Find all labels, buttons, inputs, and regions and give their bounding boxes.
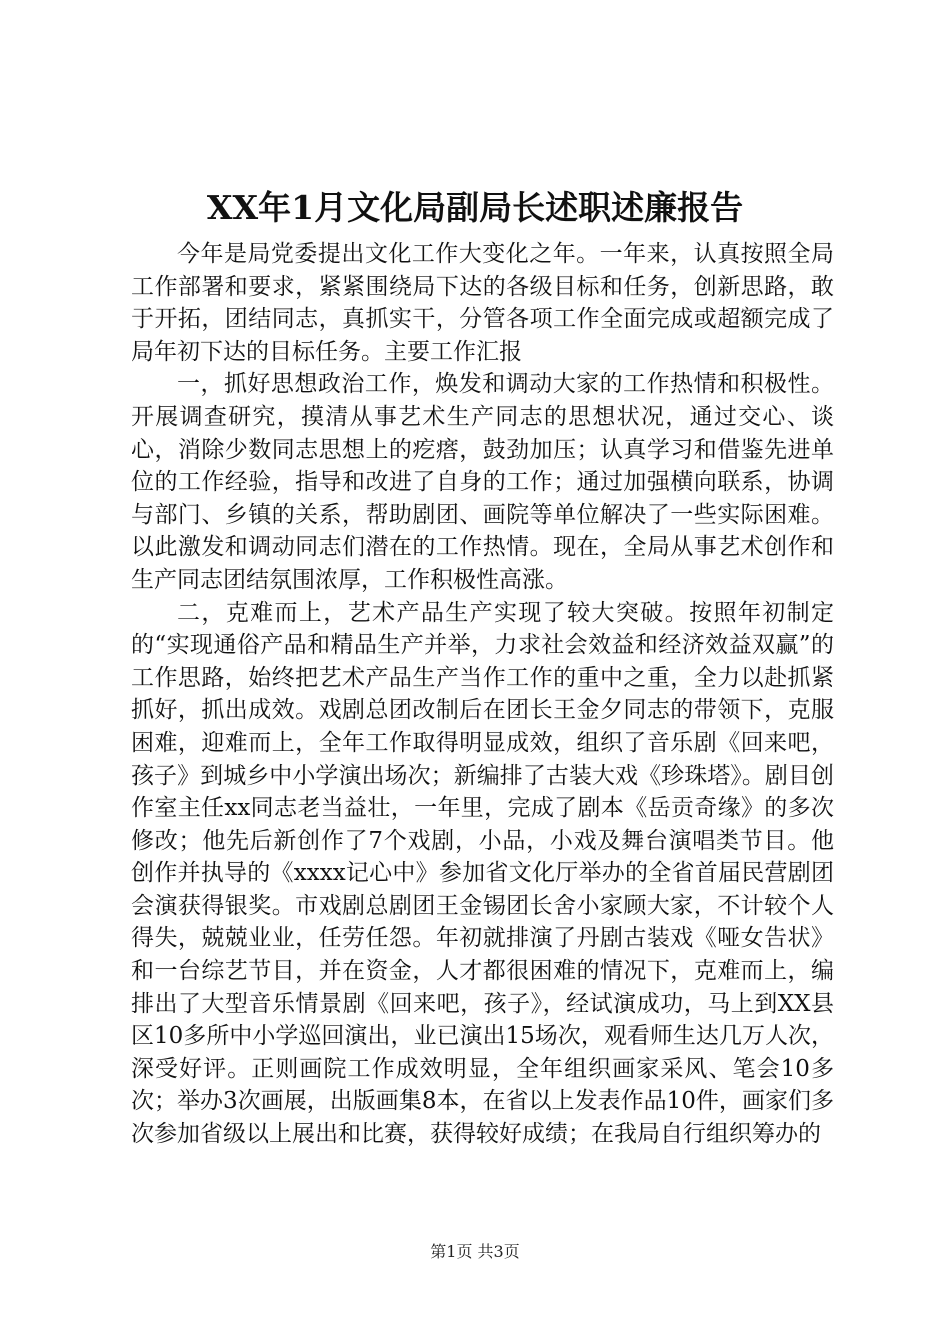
paragraph-intro: 今年是局党委提出文化工作大变化之年。一年来，认真按照全局工作部署和要求，紧紧围绕局下达的各级目标和任务，创新思路，敢于开拓，团结同志，真抓实干，分管各项工作全面完成或超额完成了局年初下达的目标任务。主要工作汇报 (131, 241, 834, 365)
document-title: XX年1月文化局副局长述职述廉报告 (206, 188, 744, 227)
document-body (131, 238, 834, 1151)
paragraph-section-1: 一，抓好思想政治工作，焕发和调动大家的工作热情和积极性。开展调查研究，摸清从事艺术生产同志的思想状况，通过交心、谈心，消除少数同志思想上的疙瘩，鼓劲加压；认真学习和借鉴先进单位的工作经验，指导和改进了自身的工作；通过加强横向联系，协调与部门、乡镇的关系，帮助剧团、画院等单位解决了一些实际困难。以此激发和调动同志们潜在的工作热情。现在，全局从事艺术创作和生产同志团结氛围浓厚，工作积极性高涨。 (131, 371, 834, 593)
paragraph-section-2: 二，克难而上，艺术产品生产实现了较大突破。按照年初制定的“实现通俗产品和精品生产并举，力求社会效益和经济效益双赢”的工作思路，始终把艺术产品生产当作工作的重中之重，全力以赴抓紧抓好，抓出成效。戏剧总团改制后在团长王金夕同志的带领下，克服困难，迎难而上，全年工作取得明显成效，组织了音乐剧《回来吧，孩子》到城乡中小学演出场次；新编排了古装大戏《珍珠塔》。剧目创作室主任xx同志老当益壮，一年里，完成了剧本《岳贡奇缘》的多次修改；他先后新创作了7个戏剧，小品，小戏及舞台演唱类节目。他创作并执导的《xxxx记心中》参加省文化厅举办的全省首届民营剧团会演获得银奖。市戏剧总剧团王金锡团长舍小家顾大家，不计较个人得失，兢兢业业，任劳任怨。年初就排演了丹剧古装戏《哑女告状》和一台综艺节目，并在资金，人才都很困难的情况下，克难而上，编排出了大型音乐情景剧《回来吧，孩子》，经试演成功，马上到XX县区10多所中小学巡回演出，业已演出15场次，观看师生达几万人次，深受好评。正则画院工作成效明显，全年组织画家采风、笔会10多次；举办3次画展，出版画集8本，在省以上发表作品10件，画家们多次参加省级以上展出和比赛，获得较好成绩；在我局自行组织筹办的 (131, 599, 834, 1148)
page-number-footer: 第1页 共3页 (430, 1242, 520, 1261)
